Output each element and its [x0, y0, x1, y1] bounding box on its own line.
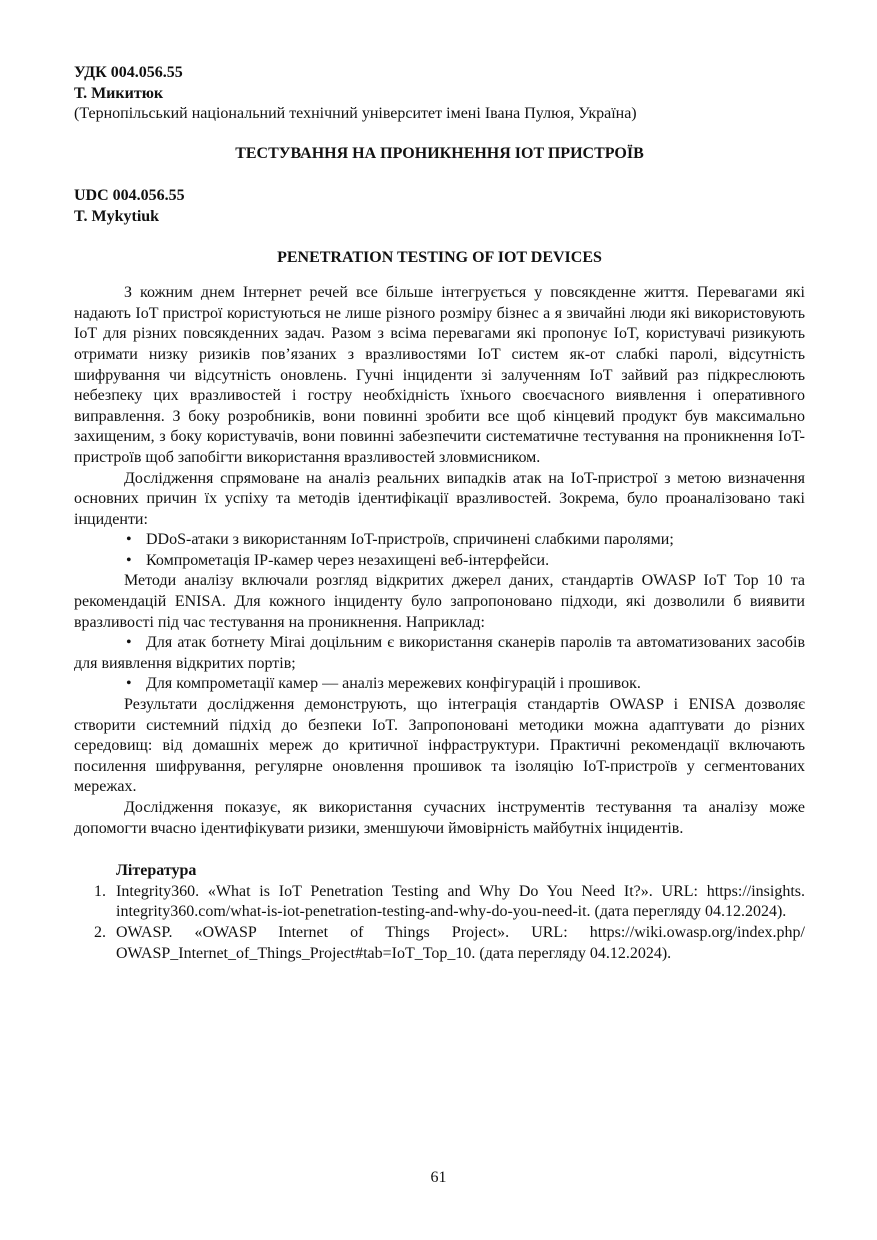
paragraph-research: Дослідження спрямоване на аналіз реальних випадків атак на IoT-пристрої з метою визначення основних причин їх успіху та методів ідентифікації вразливостей. Зокрема, було проаналізовано такі інциденти: — [74, 469, 805, 528]
references-title: Література — [116, 862, 197, 880]
incidents-list — [74, 530, 805, 571]
approaches-list — [74, 633, 805, 695]
list-item: • DDoS-атаки з використанням IoT-пристроїв, спричинені слабкими паролями; — [74, 530, 805, 551]
udc-ua: УДК 004.056.55 — [74, 64, 183, 81]
paragraph-conclusion: Дослідження показує, як використання сучасних інструментів тестування та аналізу може допомогти вчасно ідентифікувати ризики, зменшуючи ймовірність майбутніх інцидентів. — [74, 799, 805, 837]
reference-text: OWASP. «OWASP Internet of Things Project». URL: https://wiki.owasp.org/index.php/ OWASP_Internet_of_Things_Project#tab=IoT_Top_10. (дата перегляду 04.12.2024). — [116, 923, 805, 962]
paragraph-methods: Методи аналізу включали розгляд відкритих джерел даних, стандартів OWASP IoT Top 10 та рекомендацій ENISA. Для кожного інциденту було запропоновано підходи, які дозволили б виявити вразливості під час тестування на проникнення. Наприклад: — [74, 572, 805, 631]
paragraph-intro: З кожним днем Інтернет речей все більше інтегрується у повсякденне життя. Перевагами які надають IoT пристрої користуються не лише різного розміру бізнес а я звичайні люди які використовують IoT для різних повсякденних задач. Разом з всіма перевагами які пропонує IoT, користувачі ризикують отримати низку ризиків пов’язаних з вразливостями IoT систем як-от слабкі паролі, відсутність шифрування чи відсутність оновлень. Гучні інциденти зі залученням IoT зайвий раз підкреслюють небезпеку цих вразливостей і гостру необхідність їхнього своєчасного виявлення і оперативного виправлення. З боку розробників, вони повинні зробити все щоб кінцевий продукт був максимально захищеним, з боку користувачів, вони повинні забезпечити систематичне тестування на проникнення IoT-пристроїв щоб запобігти використання вразливостей зловмисником. — [74, 284, 805, 466]
list-item: • Для атак ботнету Mirai доцільним є використання сканерів паролів та автоматизованих засобів для виявлення відкритих портів; — [74, 633, 805, 674]
udc-en: UDC 004.056.55 — [74, 187, 185, 205]
reference-number: 1. — [94, 882, 106, 900]
document-page — [74, 63, 805, 964]
page-number: 61 — [430, 1169, 447, 1186]
title-ua: ТЕСТУВАННЯ НА ПРОНИКНЕННЯ IOT ПРИСТРОЇВ — [235, 144, 644, 162]
author-ua: Т. Микитюк — [74, 84, 164, 102]
list-item: • Для компрометації камер — аналіз мережевих конфігурацій і прошивок. — [74, 674, 805, 695]
title-en: PENETRATION TESTING OF IOT DEVICES — [277, 248, 602, 266]
reference-item — [74, 923, 805, 964]
reference-text: Integrity360. «What is IoT Penetration Testing and Why Do You Need It?». URL: https://insights. integrity360.com/what-is-iot-penetration-testing-and-why-do-you-need-it. (дата перегляду 04.12.2024). — [116, 882, 805, 921]
paragraph-results: Результати дослідження демонструють, що інтеграція стандартів OWASP і ENISA дозволяє створити системний підхід до безпеки IoT. Запропоновані методики можна адаптувати до різних середовищ: від домашніх мереж до критичної інфраструктури. Практичні рекомендації включають посилення шифрування, регулярне оновлення прошивок та ізоляцію IoT-пристроїв у сегментованих мережах. — [74, 696, 805, 796]
references-list — [74, 882, 805, 964]
list-item: • Компрометація IP-камер через незахищені веб-інтерфейси. — [74, 551, 805, 572]
reference-item — [74, 882, 805, 923]
affiliation: (Тернопільський національний технічний університет імені Івана Пулюя, Україна) — [74, 105, 637, 123]
reference-number: 2. — [94, 923, 106, 941]
author-en: T. Mykytiuk — [74, 207, 160, 225]
